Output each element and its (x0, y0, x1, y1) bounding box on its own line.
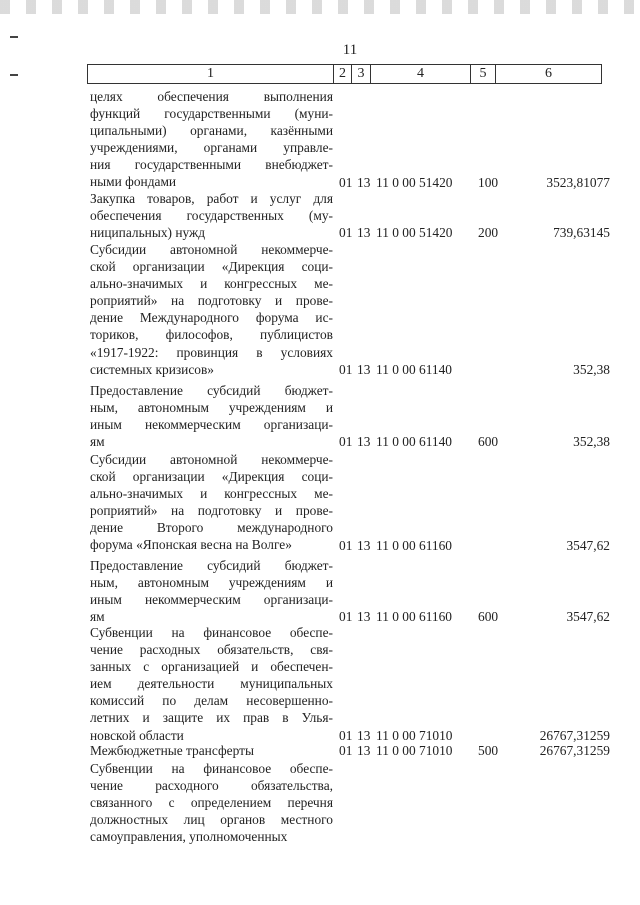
row-c4-value: 11 0 00 61140 (376, 434, 453, 450)
row-c2-value: 01 (339, 743, 353, 758)
description-line: чение расходных обязательств, свя- (90, 642, 333, 658)
row-c6-value: 3547,62 (566, 609, 610, 625)
header-col-6: 6 (496, 65, 602, 84)
row-c2-value: 01 (339, 225, 353, 241)
row-c4-value: 11 0 00 61160 (376, 609, 453, 625)
row-c6-value: 3547,62 (566, 537, 610, 553)
description-line: Субсидии автономной некоммерче- (90, 452, 333, 467)
description-line: ным, автономным учреждениям и (90, 575, 333, 591)
row-c5-value: 600 (478, 609, 499, 625)
description-line: обеспечения государственных (му- (90, 208, 333, 224)
table-header (87, 64, 602, 84)
row-c4-value: 11 0 00 51420 (376, 225, 453, 241)
description-line: комиссий по делам несовершенно- (90, 693, 333, 709)
row-description (90, 557, 333, 625)
description-line: Субвенции на финансовое обеспе- (90, 761, 333, 776)
row-c6-value: 352,38 (573, 434, 610, 450)
table-row (90, 190, 610, 241)
description-line: ториков, философов, публицистов (90, 327, 333, 343)
row-c3-value: 13 (357, 225, 371, 241)
description-line: роприятий» на подготовку и прове- (90, 503, 333, 519)
table-row (90, 742, 610, 759)
description-line: Предоставление субсидий бюджет- (90, 383, 333, 398)
description-line: ием деятельности муниципальных (90, 676, 333, 692)
row-c4-value: 11 0 00 61140 (376, 361, 453, 377)
row-c4-value: 11 0 00 51420 (376, 174, 453, 190)
row-c3-value: 13 (357, 609, 371, 625)
margin-mark (10, 74, 18, 76)
scan-top-edge (0, 0, 640, 14)
description-line: иным некоммерческим организаци- (90, 417, 333, 433)
row-c6-value: 739,63145 (553, 225, 610, 241)
row-c6-value: 26767,31259 (539, 743, 610, 758)
row-c2-value: 01 (339, 537, 353, 553)
header-col-4: 4 (371, 65, 471, 84)
description-line: функций государственными (муни- (90, 106, 333, 122)
description-line: ально-значимых и конгрессных ме- (90, 276, 333, 292)
description-line: Субвенции на финансовое обеспе- (90, 625, 333, 640)
row-c3-value: 13 (357, 727, 371, 743)
table-row (90, 624, 610, 744)
row-c3-value: 13 (357, 174, 371, 190)
row-c5-value: 100 (478, 174, 499, 190)
description-line: форума «Японская весна на Волге» (90, 537, 292, 553)
description-line: летних и защите их прав в Улья- (90, 710, 333, 726)
row-c2-value: 01 (339, 434, 353, 450)
description-line: роприятий» на подготовку и прове- (90, 293, 333, 309)
description-line: ным, автономным учреждениям и (90, 400, 333, 416)
description-line: ской организации «Дирекция соци- (90, 469, 333, 485)
row-c5-value: 600 (478, 434, 499, 450)
row-description (90, 382, 333, 450)
row-c6-value: 26767,31259 (539, 727, 610, 743)
row-c5-value: 500 (478, 743, 499, 758)
row-description (90, 760, 333, 845)
description-line: ципальными) органами, казёнными (90, 123, 333, 139)
description-line: дение Второго международного (90, 520, 333, 536)
row-c4-value: 11 0 00 71010 (376, 727, 453, 743)
row-c4-value: 11 0 00 61160 (376, 537, 453, 553)
description-line: ально-значимых и конгрессных ме- (90, 486, 333, 502)
table-row (90, 382, 610, 450)
row-c4-value: 11 0 00 71010 (376, 743, 453, 758)
description-line: иным некоммерческим организаци- (90, 592, 333, 608)
row-c6-value: 352,38 (573, 361, 610, 377)
row-description (90, 624, 333, 744)
description-line: Межбюджетные трансферты (90, 743, 254, 758)
row-c5-value: 200 (478, 225, 499, 241)
description-line: ям (90, 609, 105, 625)
row-c3-value: 13 (357, 743, 371, 758)
row-description (90, 190, 333, 241)
description-line: самоуправления, уполномоченных (90, 829, 288, 845)
row-c2-value: 01 (339, 361, 353, 377)
description-line: системных кризисов» (90, 361, 215, 377)
description-line: чение расходного обязательства, (90, 778, 333, 794)
row-description (90, 742, 333, 759)
description-line: Предоставление субсидий бюджет- (90, 558, 333, 573)
table-row (90, 557, 610, 625)
row-c2-value: 01 (339, 609, 353, 625)
description-line: новской области (90, 727, 184, 743)
description-line: Закупка товаров, работ и услуг для (90, 191, 333, 206)
row-c3-value: 13 (357, 537, 371, 553)
table-row (90, 88, 610, 191)
header-col-5: 5 (471, 65, 496, 84)
table-row (90, 451, 610, 554)
description-line: дение Международного форума ис- (90, 310, 333, 326)
description-line: ям (90, 434, 105, 450)
row-description (90, 88, 333, 191)
row-c3-value: 13 (357, 434, 371, 450)
description-line: ными фондами (90, 174, 177, 190)
description-line: целях обеспечения выполнения (90, 89, 333, 104)
row-description (90, 241, 333, 378)
header-col-3: 3 (352, 65, 371, 84)
description-line: должностных лиц органов местного (90, 812, 333, 828)
header-col-2: 2 (334, 65, 352, 84)
description-line: ния государственными внебюджет- (90, 157, 333, 173)
row-description (90, 451, 333, 554)
description-line: учреждениями, органами управле- (90, 140, 333, 156)
page-number: 11 (342, 42, 358, 58)
description-line: занных с организацией и обеспечен- (90, 659, 333, 675)
table-row (90, 760, 610, 846)
row-c6-value: 3523,81077 (546, 174, 610, 190)
description-line: ской организации «Дирекция соци- (90, 259, 333, 275)
row-c2-value: 01 (339, 174, 353, 190)
description-line: Субсидии автономной некоммерче- (90, 242, 333, 257)
header-col-1: 1 (88, 65, 334, 84)
margin-mark (10, 36, 18, 38)
description-line: «1917-1922: провинция в условиях (90, 344, 333, 360)
description-line: связанного с определением перечня (90, 795, 333, 811)
row-c2-value: 01 (339, 727, 353, 743)
row-c3-value: 13 (357, 361, 371, 377)
description-line: ниципальных) нужд (90, 225, 206, 241)
table-row (90, 241, 610, 378)
